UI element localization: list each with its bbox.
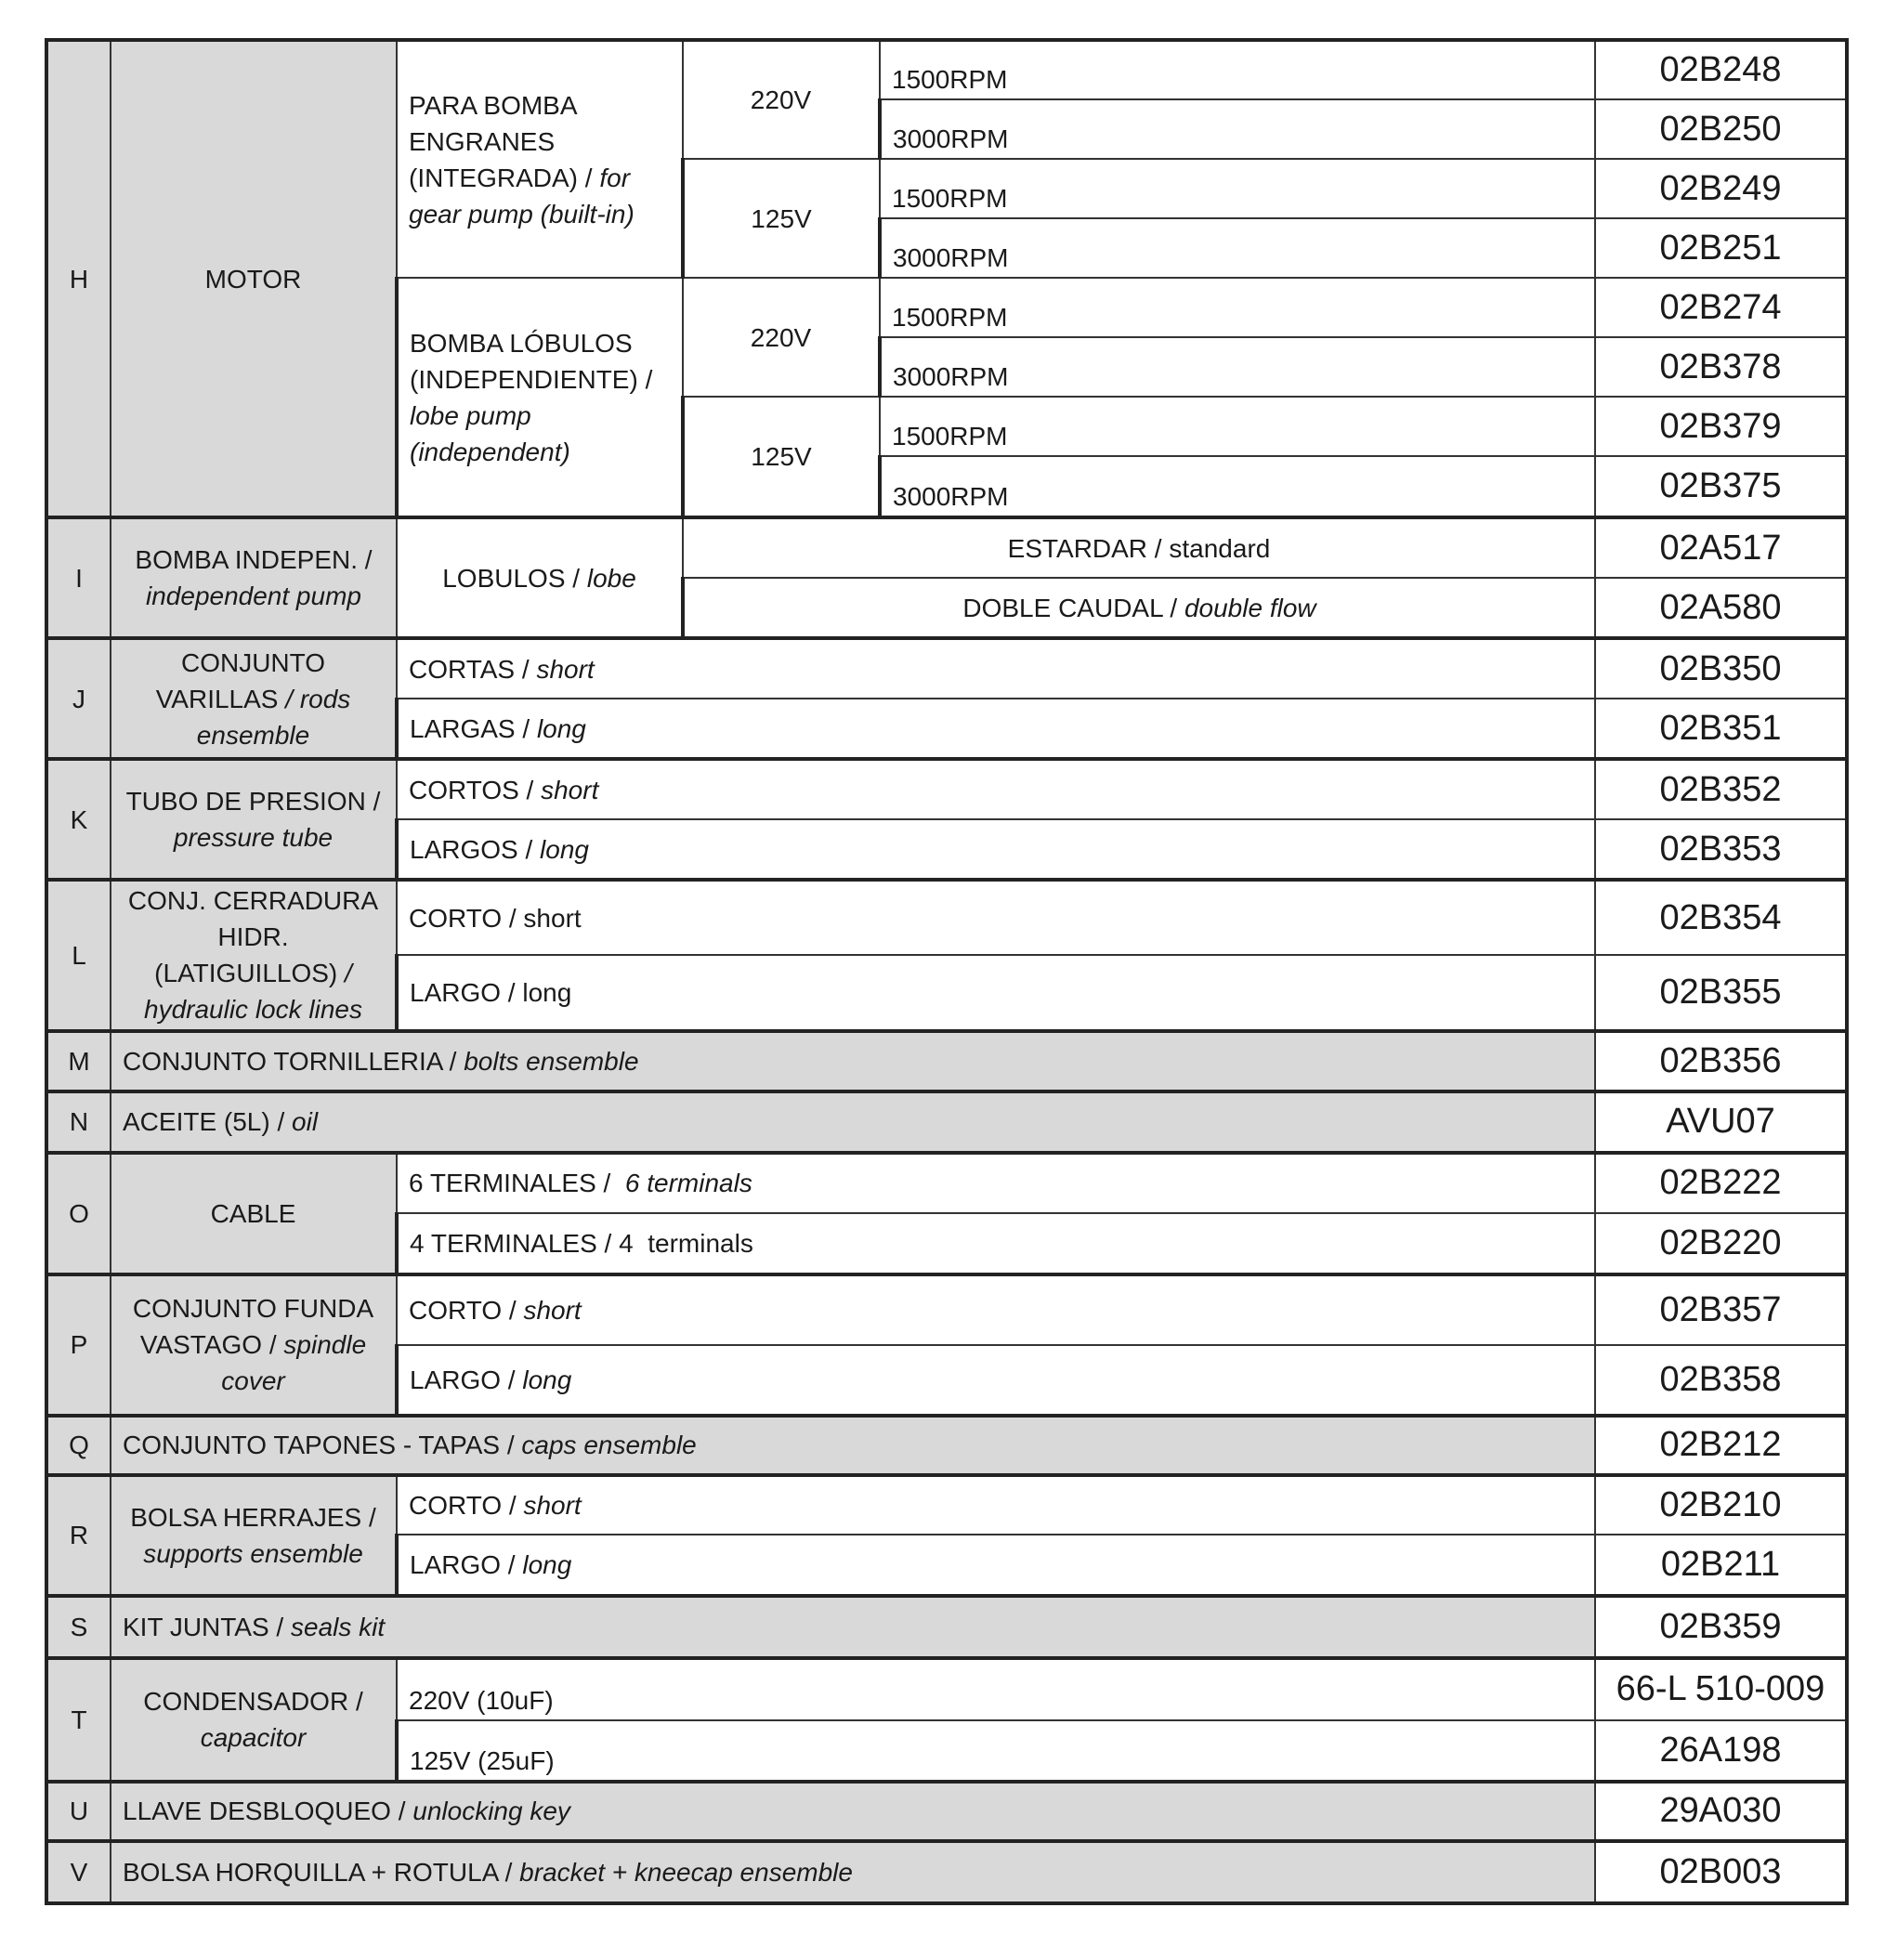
row-letter: V — [46, 1841, 111, 1903]
rpm-cell: 1500RPM — [880, 278, 1595, 337]
part-code: 02B222 — [1595, 1153, 1847, 1213]
part-name: CONJUNTO TAPONES - TAPAS / caps ensemble — [111, 1416, 1595, 1475]
row-letter: Q — [46, 1416, 111, 1475]
part-code: 26A198 — [1595, 1720, 1847, 1782]
table-row — [46, 1658, 1847, 1720]
part-code: 02B354 — [1595, 880, 1847, 955]
option-label: CORTO / short — [397, 1475, 1595, 1535]
part-code: 02B359 — [1595, 1596, 1847, 1658]
variant-label: LOBULOS / lobe — [397, 517, 683, 638]
row-letter: M — [46, 1031, 111, 1091]
option-label: LARGO / long — [397, 1345, 1595, 1416]
part-code: 29A030 — [1595, 1782, 1847, 1841]
option-label: 6 TERMINALES / 6 terminals — [397, 1153, 1595, 1213]
part-code: 02A580 — [1595, 578, 1847, 638]
table-row — [46, 1782, 1847, 1841]
part-name: CONDENSADOR / capacitor — [111, 1658, 397, 1782]
option-label: 220V (10uF) — [397, 1658, 1595, 1720]
part-code: 02B355 — [1595, 955, 1847, 1030]
part-code: 02B251 — [1595, 218, 1847, 278]
voltage-cell: 220V — [683, 40, 880, 159]
option-label: DOBLE CAUDAL / double flow — [683, 578, 1595, 638]
table-row — [46, 880, 1847, 955]
part-code: 02B350 — [1595, 638, 1847, 699]
part-name: BOLSA HERRAJES / supports ensemble — [111, 1475, 397, 1596]
part-name: TUBO DE PRESION / pressure tube — [111, 759, 397, 880]
part-name: ACEITE (5L) / oil — [111, 1091, 1595, 1153]
table-row — [46, 1841, 1847, 1903]
part-name: CABLE — [111, 1153, 397, 1274]
part-name: CONJUNTO TORNILLERIA / bolts ensemble — [111, 1031, 1595, 1091]
part-code: 02B356 — [1595, 1031, 1847, 1091]
group-label: BOMBA LÓBULOS (INDEPENDIENTE) / lobe pump (independent) — [397, 278, 683, 517]
option-label: 4 TERMINALES / 4 terminals — [397, 1213, 1595, 1274]
part-code: 02B351 — [1595, 699, 1847, 759]
parts-table — [45, 38, 1849, 1905]
row-letter: T — [46, 1658, 111, 1782]
row-letter: N — [46, 1091, 111, 1153]
table-row — [46, 1153, 1847, 1213]
rpm-cell: 1500RPM — [880, 40, 1595, 99]
rpm-cell: 3000RPM — [880, 99, 1595, 159]
part-code: 02B210 — [1595, 1475, 1847, 1535]
option-label: LARGOS / long — [397, 819, 1595, 880]
part-code: 02B211 — [1595, 1535, 1847, 1596]
row-letter: I — [46, 517, 111, 638]
option-label: CORTO / short — [397, 880, 1595, 955]
part-name: CONJUNTO VARILLAS / rods ensemble — [111, 638, 397, 759]
part-code: 02B274 — [1595, 278, 1847, 337]
part-code: 02B358 — [1595, 1345, 1847, 1416]
table-row — [46, 1475, 1847, 1535]
part-code: 02B375 — [1595, 456, 1847, 517]
option-label: CORTO / short — [397, 1274, 1595, 1345]
part-code: 02B003 — [1595, 1841, 1847, 1903]
part-name: BOMBA INDEPEN. / independent pump — [111, 517, 397, 638]
part-code: 02B248 — [1595, 40, 1847, 99]
row-letter: K — [46, 759, 111, 880]
table-row — [46, 1596, 1847, 1658]
rpm-cell: 3000RPM — [880, 456, 1595, 517]
part-code: 02B378 — [1595, 337, 1847, 397]
row-letter: R — [46, 1475, 111, 1596]
part-code: 02B353 — [1595, 819, 1847, 880]
part-name: KIT JUNTAS / seals kit — [111, 1596, 1595, 1658]
option-label: 125V (25uF) — [397, 1720, 1595, 1782]
part-name: LLAVE DESBLOQUEO / unlocking key — [111, 1782, 1595, 1841]
option-label: LARGAS / long — [397, 699, 1595, 759]
option-label: LARGO / long — [397, 1535, 1595, 1596]
row-letter: P — [46, 1274, 111, 1416]
option-label: CORTOS / short — [397, 759, 1595, 819]
rpm-cell: 1500RPM — [880, 159, 1595, 218]
part-name: CONJUNTO FUNDA VASTAGO / spindle cover — [111, 1274, 397, 1416]
part-code: 02B249 — [1595, 159, 1847, 218]
option-label: ESTARDAR / standard — [683, 517, 1595, 578]
part-name: CONJ. CERRADURA HIDR. (LATIGUILLOS) / hydraulic lock lines — [111, 880, 397, 1030]
row-letter: L — [46, 880, 111, 1030]
rpm-cell: 1500RPM — [880, 397, 1595, 456]
voltage-cell: 125V — [683, 397, 880, 517]
table-row — [46, 1274, 1847, 1345]
table-row — [46, 1416, 1847, 1475]
part-code: 02B379 — [1595, 397, 1847, 456]
part-code: 02B250 — [1595, 99, 1847, 159]
part-code: 02B220 — [1595, 1213, 1847, 1274]
voltage-cell: 220V — [683, 278, 880, 397]
row-letter: H — [46, 40, 111, 517]
table-row — [46, 759, 1847, 819]
voltage-cell: 125V — [683, 159, 880, 278]
part-code: AVU07 — [1595, 1091, 1847, 1153]
table-row — [46, 517, 1847, 578]
part-code: 66-L 510-009 — [1595, 1658, 1847, 1720]
table-row — [46, 1091, 1847, 1153]
part-code: 02B352 — [1595, 759, 1847, 819]
rpm-cell: 3000RPM — [880, 337, 1595, 397]
option-label: CORTAS / short — [397, 638, 1595, 699]
row-letter: S — [46, 1596, 111, 1658]
table-row — [46, 638, 1847, 699]
part-name: MOTOR — [111, 40, 397, 517]
group-label: PARA BOMBA ENGRANES (INTEGRADA) / for gear pump (built-in) — [397, 40, 683, 278]
table-row — [46, 40, 1847, 99]
row-letter: O — [46, 1153, 111, 1274]
option-label: LARGO / long — [397, 955, 1595, 1030]
part-code: 02B212 — [1595, 1416, 1847, 1475]
rpm-cell: 3000RPM — [880, 218, 1595, 278]
row-letter: U — [46, 1782, 111, 1841]
part-name: BOLSA HORQUILLA + ROTULA / bracket + kneecap ensemble — [111, 1841, 1595, 1903]
part-code: 02B357 — [1595, 1274, 1847, 1345]
table-row — [46, 1031, 1847, 1091]
part-code: 02A517 — [1595, 517, 1847, 578]
row-letter: J — [46, 638, 111, 759]
